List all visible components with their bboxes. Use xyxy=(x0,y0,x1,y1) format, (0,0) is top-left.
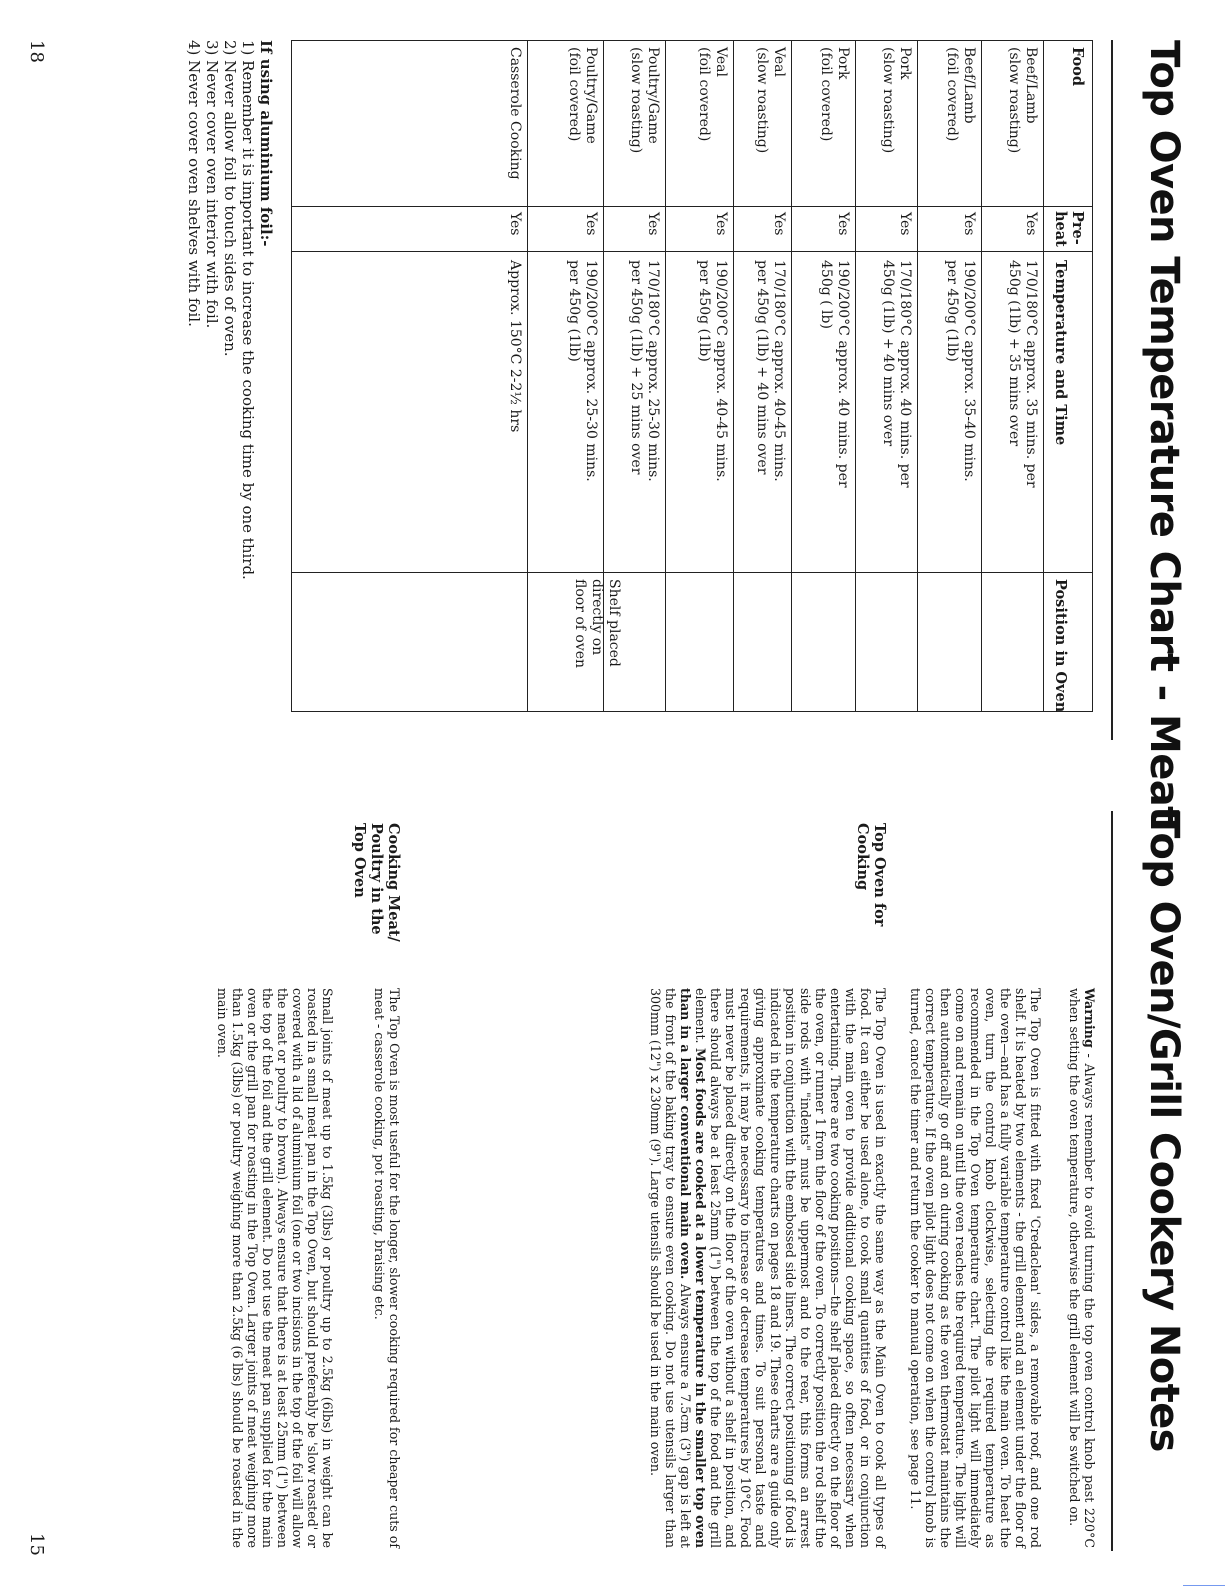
food-cell: Veal (foil covered) xyxy=(696,47,729,142)
cooking-text: The Top Oven is used in exactly the same way as the Main Oven to cook all types of food. It can either be used alone, to cook small quantities of food, or in conjunction with the main oven to provide additional cooking space, so often necessary when entertaining. There are two cooking positions—the shelf placed directly on the floor of the oven, or runner 1 from the floor of the oven. To correctly position the rod shelf the side rods with "indents" must be uppermost and to the rear, this forms an arrest position in conjunction with the embossed side liners. The correct positioning of food is indicated in the temperature charts on pages 18 and 19. These charts are a guide only giving approximate cooking temperatures and times. To suit personal taste and requirements, it may be necessary to increase or decrease temperatures by 10°C. Food must never be placed directly on the floor of the oven without a shelf in position, and there should always be at least 25mm (1") between the top of the food and the grill element. xyxy=(693,988,888,1548)
preheat-cell: Yes xyxy=(583,212,599,236)
preheat-cell: Yes xyxy=(897,212,913,236)
foil-item: 4) Never cover oven shelves with foil. xyxy=(185,40,203,327)
page-title: Top Oven/Grill Cookery Notes xyxy=(1141,811,1187,1452)
meat-text-2: Small joints of meat up to 1.5kg (3lbs) or poultry up to 2.5kg (6lbs) in weight can be roasted in a small meat pan in the Top Oven, but should preferably be 'slow roasted' or covered with a lid of aluminium foil (one or two incisions in the top of the foil will allow the meat or poultry to brown). Always ensure that there is at least 25mm (1") between the top of the foil and the grill element. Do not use the meat pan supplied for the main oven or the grill pan for roasting in the Top Oven. Larger joints of meat weighing more than 1.5kg (3lbs) or poultry weighing more than 2.5kg (6 lbs) should be roasted in the main oven. xyxy=(215,988,335,1548)
preheat-cell: Yes xyxy=(645,212,661,236)
table-row xyxy=(791,41,856,711)
temperature-cell: 190/200°C approx. 35-40 mins. per 450g (1lb) xyxy=(944,260,977,482)
table-row xyxy=(917,41,982,711)
temperature-table xyxy=(291,40,1093,712)
page-number: 15 xyxy=(26,1533,47,1556)
food-cell: Poultry/Game (foil covered) xyxy=(566,47,599,144)
food-cell: Beef/Lamb (slow roasting) xyxy=(1006,47,1039,154)
temperature-cell: 170/180°C approx. 35 mins. per 450g (1lb) + 35 mins over xyxy=(1006,260,1039,488)
header-temperature: Temperature and Time xyxy=(1052,260,1069,446)
cooking-paragraph xyxy=(648,988,888,1548)
food-cell: Poultry/Game (slow roasting) xyxy=(628,47,661,154)
cooking-bold-text: Most foods are cooked at a lower temperature in the smaller top oven than in a larger conventional main oven. xyxy=(678,988,708,1549)
preheat-cell: Yes xyxy=(771,212,787,236)
page-title: Top Oven Temperature Chart - Meat xyxy=(1141,40,1187,825)
foil-title: If using aluminium foil:- xyxy=(257,40,275,247)
cooking-text-end: Always ensure a 7.5cm (3") gap is left at the front of the baking tray to ensure even cooking. Do not use utensils larger than 300mm (12") x 230mm (9"). Large utensils should be used in the main oven. xyxy=(648,988,693,1548)
temperature-cell: Approx. 150°C 2-2½ hrs xyxy=(507,260,523,433)
preheat-cell: Yes xyxy=(1023,212,1039,236)
food-cell: Casserole Cooking xyxy=(507,47,523,180)
meat-paragraph-2 xyxy=(215,988,335,1548)
header-food: Food xyxy=(1069,47,1086,86)
warning-paragraph xyxy=(1067,988,1097,1548)
temperature-cell: 190/200°C approx. 25-30 mins. per 450g (1lb) xyxy=(566,260,599,482)
header-preheat-line2: heat xyxy=(1052,211,1069,247)
header-preheat xyxy=(1052,211,1086,247)
meat-paragraph-1 xyxy=(372,988,402,1548)
side-heading-top-oven-cooking: Top Oven for Cooking xyxy=(854,823,888,927)
warning-text: - Always remember to avoid turning the top oven control knob past 220°C when setting the oven temperature, otherwise the grill element will be switched on. xyxy=(1067,988,1097,1548)
table-row xyxy=(291,41,528,711)
table-row xyxy=(603,41,666,711)
preheat-cell: Yes xyxy=(835,212,851,236)
preheat-cell: Yes xyxy=(961,212,977,236)
meat-text-1: The Top Oven is most useful for the longer, slower cooking required for cheaper cuts of meat - casserole cooking, pot roasting, braising etc. xyxy=(372,988,402,1548)
page-15 xyxy=(0,793,1225,1585)
food-cell: Beef/Lamb (foil covered) xyxy=(944,47,977,142)
table-row xyxy=(855,41,918,711)
header-preheat-line1: Pre- xyxy=(1069,211,1086,245)
table-row xyxy=(733,41,792,711)
position-line: floor of oven xyxy=(572,579,588,669)
header-position: Position in Oven xyxy=(1052,579,1069,713)
temperature-cell: 170/180°C approx. 40-45 mins. per 450g (1lb) + 40 mins over xyxy=(754,260,787,482)
foil-item: 1) Remember it is important to increase the cooking time by one third. xyxy=(239,40,257,580)
page-number: 18 xyxy=(26,40,47,63)
foil-item: 3) Never cover oven interior with foil. xyxy=(203,40,221,329)
table-row xyxy=(527,41,604,711)
food-cell: Veal (slow roasting) xyxy=(754,47,787,154)
foil-notes xyxy=(185,40,275,740)
intro-paragraph xyxy=(908,988,1043,1548)
side-heading-cooking-meat: Cooking Meat/ Poultry in the Top Oven xyxy=(351,823,402,942)
foil-item: 2) Never allow foil to touch sides of oven. xyxy=(221,40,239,357)
position-line: directly on xyxy=(589,579,605,656)
position-line: Shelf placed xyxy=(606,579,622,667)
temperature-cell: 190/200°C approx. 40 mins. per 450g ( lb) xyxy=(818,260,851,488)
temperature-cell: 170/180°C approx. 25-30 mins. per 450g (1lb) + 25 mins over xyxy=(628,260,661,482)
intro-text: The Top Oven is fitted with fixed 'Credaclean' sides, a removable roof, and one rod shelf. It is heated by two elements - the grill element and an element under the floor of the oven—and has a fully variable temperature control like the main oven. To heat the oven, turn the control knob clockwise, selecting the required temperature as recommended in the Top Oven temperature chart. The pilot light will immediately come on and remain on until the oven reaches the required temperature. The light will then automatically go off and on during cooking as the oven thermostat maintains the correct temperature. If the oven pilot light does not come on when the control knob is turned, cancel the timer and return the cooker to manual operation, see page 11. xyxy=(908,988,1043,1548)
title-rule xyxy=(1111,811,1113,1551)
food-cell: Pork (foil covered) xyxy=(818,47,851,142)
preheat-cell: Yes xyxy=(507,212,523,236)
food-cell: Pork (slow roasting) xyxy=(880,47,913,154)
table-row xyxy=(665,41,734,711)
table-row xyxy=(981,41,1044,711)
warning-label: Warning xyxy=(1082,988,1097,1048)
title-rule xyxy=(1111,40,1113,740)
temperature-cell: 190/200°C approx. 40-45 mins. per 450g (1lb) xyxy=(696,260,729,482)
preheat-cell: Yes xyxy=(713,212,729,236)
temperature-cell: 170/180°C approx. 40 mins. per 450g (1lb) + 40 mins over xyxy=(880,260,913,488)
